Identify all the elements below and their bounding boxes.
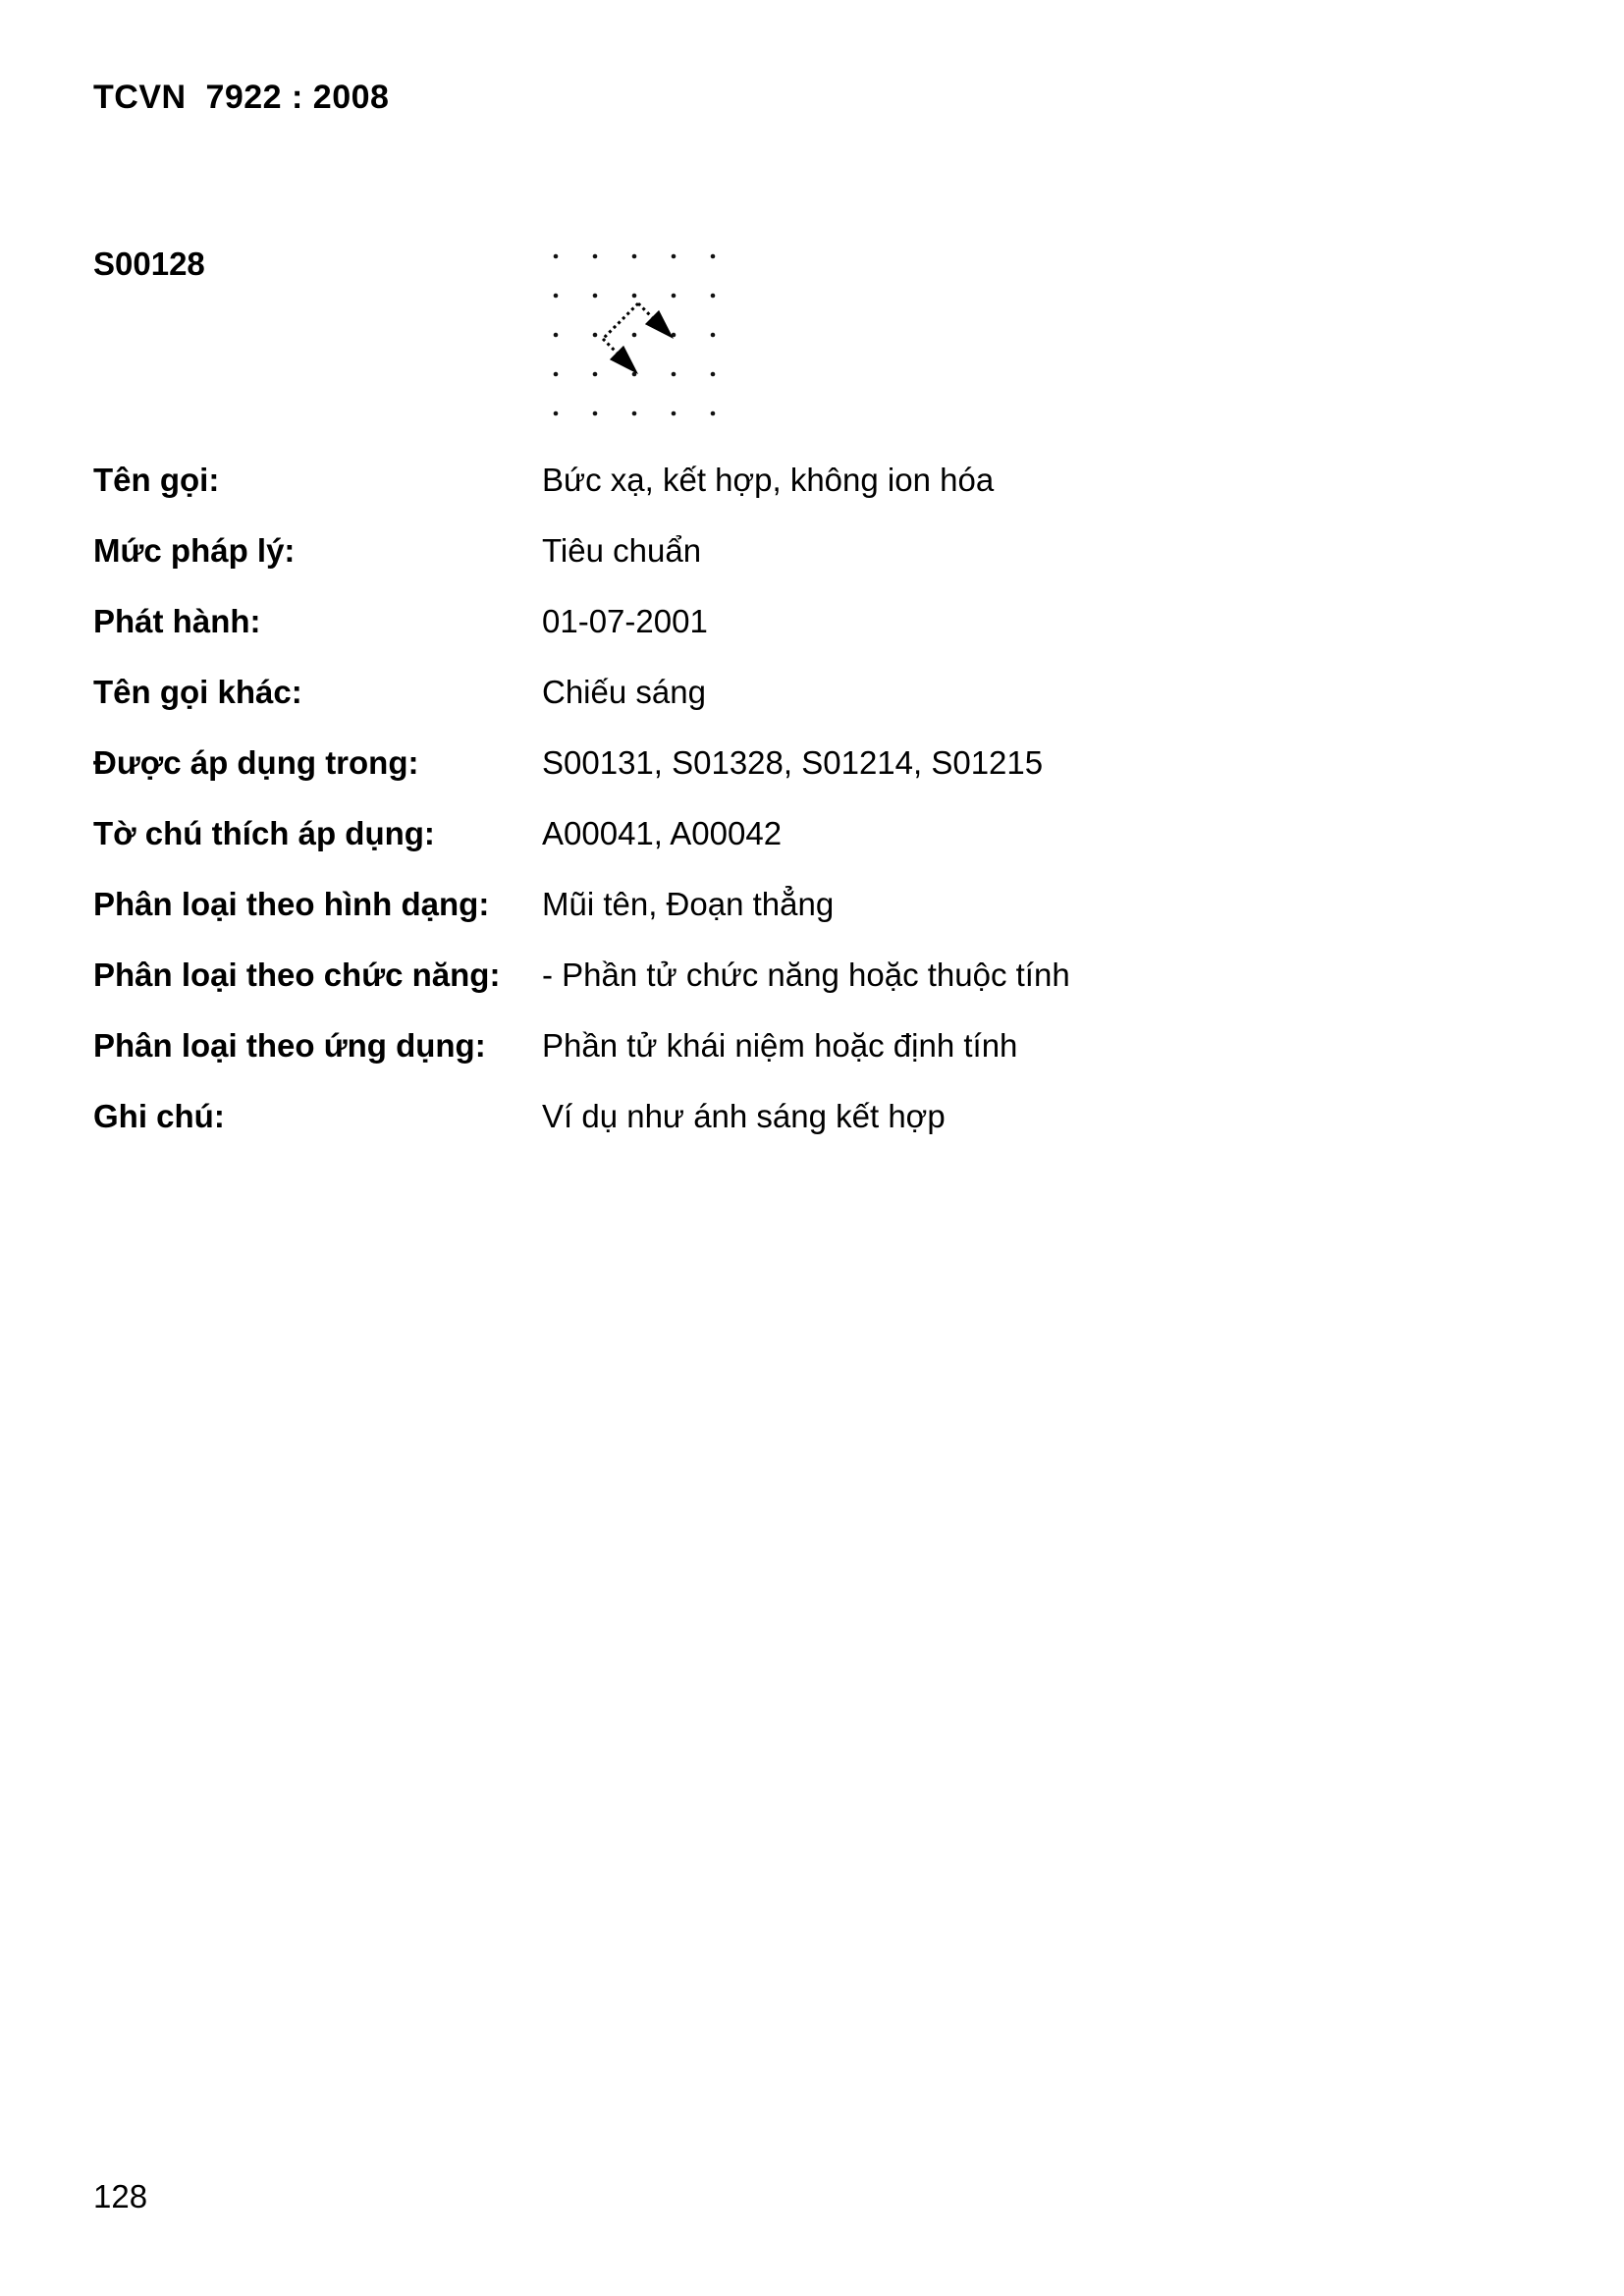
field-value: Bức xạ, kết hợp, không ion hóa [542, 462, 995, 498]
field-value: - Phần tử chức năng hoặc thuộc tính [542, 957, 1070, 993]
field-label: Phân loại theo hình dạng: [93, 886, 490, 922]
field-label: Tên gọi: [93, 462, 220, 498]
field-label: Phân loại theo chức năng: [93, 957, 501, 993]
field-label: Phân loại theo ứng dụng: [93, 1027, 486, 1064]
field-value: Ví dụ như ánh sáng kết hợp [542, 1098, 946, 1134]
arrow-lower [603, 339, 638, 374]
field-label: Mức pháp lý: [93, 532, 296, 569]
page-title: TCVN 7922 : 2008 [93, 79, 390, 116]
arrow-upper [638, 303, 674, 339]
dot-grid [554, 254, 716, 416]
field-value: Tiêu chuẩn [542, 532, 702, 569]
page-number: 128 [93, 2178, 148, 2214]
radiation-symbol-icon [548, 248, 721, 421]
field-value: 01-07-2001 [542, 603, 708, 639]
field-value: A00041, A00042 [542, 815, 783, 851]
field-label: Ghi chú: [93, 1098, 225, 1134]
field-label: Tờ chú thích áp dụng: [93, 815, 435, 851]
symbol-id: S00128 [93, 246, 205, 282]
field-label: Phát hành: [93, 603, 261, 639]
field-value: Phần tử khái niệm hoặc định tính [542, 1027, 1018, 1064]
field-list [93, 462, 1070, 1169]
field-label: Được áp dụng trong: [93, 744, 419, 781]
field-label: Tên gọi khác: [93, 674, 302, 710]
field-value: S00131, S01328, S01214, S01215 [542, 744, 1044, 781]
field-value: Chiếu sáng [542, 674, 706, 710]
field-value: Mũi tên, Đoạn thẳng [542, 886, 835, 922]
